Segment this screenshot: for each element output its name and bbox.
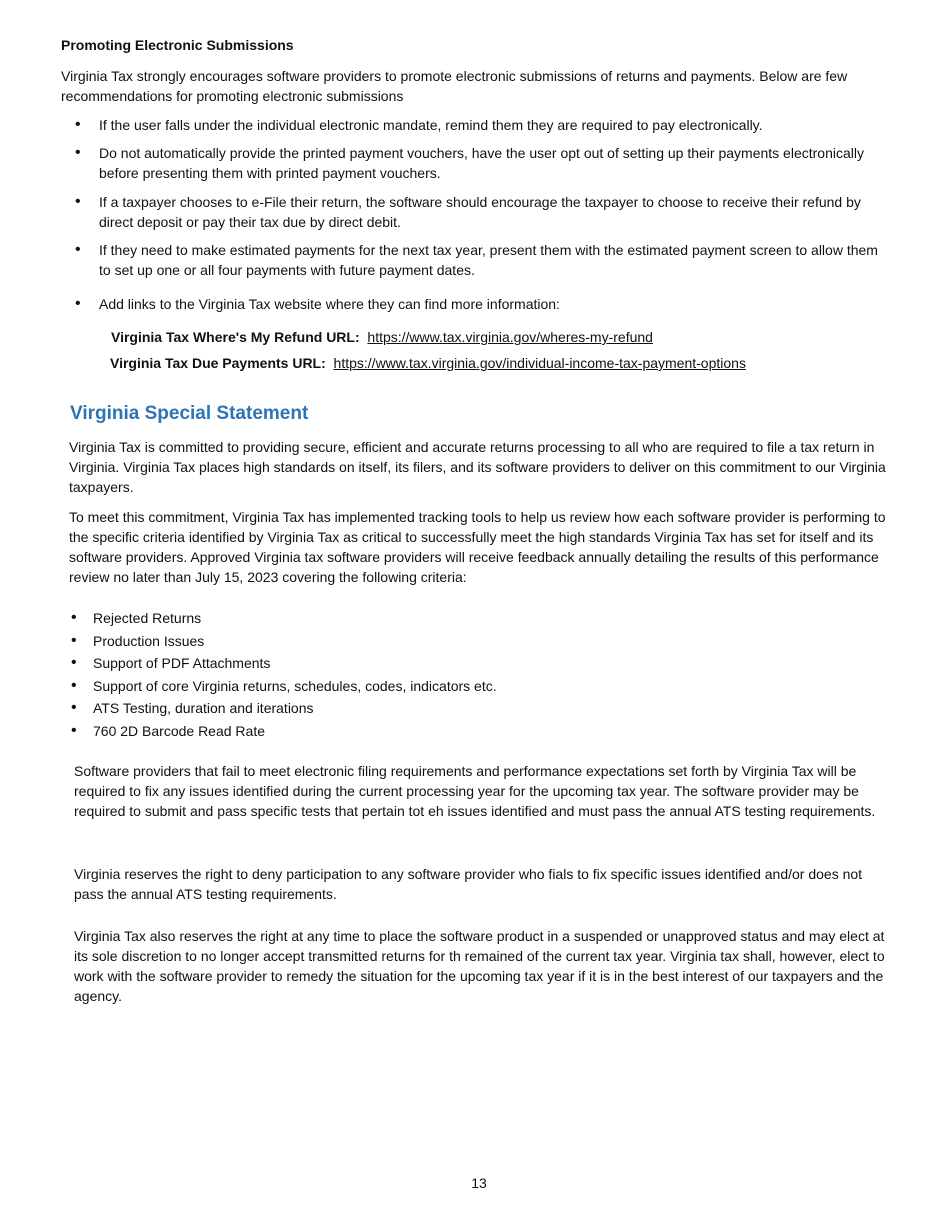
list-item: • Rejected Returns xyxy=(70,607,770,630)
special-paragraph-5: Virginia Tax also reserves the right at any time to place the software product in a suspended or unapproved status and may elect at its sole discretion to no longer accept transmitted returns for th remained of the current tax year. Virginia tax shall, however, elect to work with the software provider to remedy the situation for the upcoming tax year if it is in the best interest of our taxpayers and the agency. xyxy=(74,928,885,1004)
refund-url-row xyxy=(111,327,653,347)
payments-url-label: Virginia Tax Due Payments URL: xyxy=(110,355,326,371)
list-item: • Do not automatically provide the printed payment vouchers, have the user opt out of setting up their payments electronically before presenting them with printed payment vouchers. xyxy=(61,143,891,183)
payments-url-link[interactable]: https://www.tax.virginia.gov/individual-income-tax-payment-options xyxy=(333,355,746,371)
list-item: • Support of core Virginia returns, schedules, codes, indicators etc. xyxy=(70,675,770,698)
list-item: • Production Issues xyxy=(70,630,770,653)
list-item: • 760 2D Barcode Read Rate xyxy=(70,720,770,743)
special-paragraph-4: Virginia reserves the right to deny participation to any software provider who fials to fix specific issues identified and/or does not pass the annual ATS testing requirements. xyxy=(74,866,863,902)
list-item: • Support of PDF Attachments xyxy=(70,652,770,675)
list-item: • If the user falls under the individual electronic mandate, remind them they are required to pay electronically. xyxy=(61,115,891,135)
section-heading-promoting: Promoting Electronic Submissions xyxy=(61,37,294,53)
special-paragraph-3: Software providers that fail to meet electronic filing requirements and performance expectations set forth by Virginia Tax will be required to fix any issues identified during the current processing year for the upcoming tax year. The software provider may be required to submit and pass specific tests that pertain tot eh issues identified and must pass the annual ATS testing requirements. xyxy=(74,763,876,819)
promo-intro-paragraph: Virginia Tax strongly encourages software providers to promote electronic submissions of returns and payments. Below are few recommendations for promoting electronic submissions xyxy=(61,68,848,104)
special-paragraph-1: Virginia Tax is committed to providing secure, efficient and accurate returns processing to all who are required to file a tax return in Virginia. Virginia Tax places high standards on itself, its filers, and its software providers to deliver on this commitment to our Virginia taxpayers. xyxy=(69,439,886,495)
list-item: • If a taxpayer chooses to e-File their return, the software should encourage the taxpayer to choose to receive their refund by direct deposit or pay their tax due by direct debit. xyxy=(61,192,891,232)
list-item: • ATS Testing, duration and iterations xyxy=(70,697,770,720)
payments-url-row xyxy=(110,353,746,373)
special-paragraph-2: To meet this commitment, Virginia Tax has implemented tracking tools to help us review how each software provider is performing to the specific criteria identified by Virginia Tax as critical to successfully meet the high standards Virginia Tax has set for itself and its software providers. Approved Virginia tax software providers will receive feedback annually detailing the results of this performance review no later than July 15, 2023 covering the following criteria: xyxy=(69,509,886,585)
page-number: 13 xyxy=(471,1175,487,1191)
promo-bullet-list xyxy=(61,115,891,314)
refund-url-link[interactable]: https://www.tax.virginia.gov/wheres-my-refund xyxy=(367,329,653,345)
list-item: • If they need to make estimated payments for the next tax year, present them with the estimated payment screen to allow them to set up one or all four payments with future payment dates. xyxy=(61,240,891,280)
criteria-list xyxy=(70,607,770,743)
refund-url-label: Virginia Tax Where's My Refund URL: xyxy=(111,329,360,345)
list-item: • Add links to the Virginia Tax website where they can find more information: xyxy=(61,294,891,314)
section-heading-special-statement: Virginia Special Statement xyxy=(70,403,309,424)
